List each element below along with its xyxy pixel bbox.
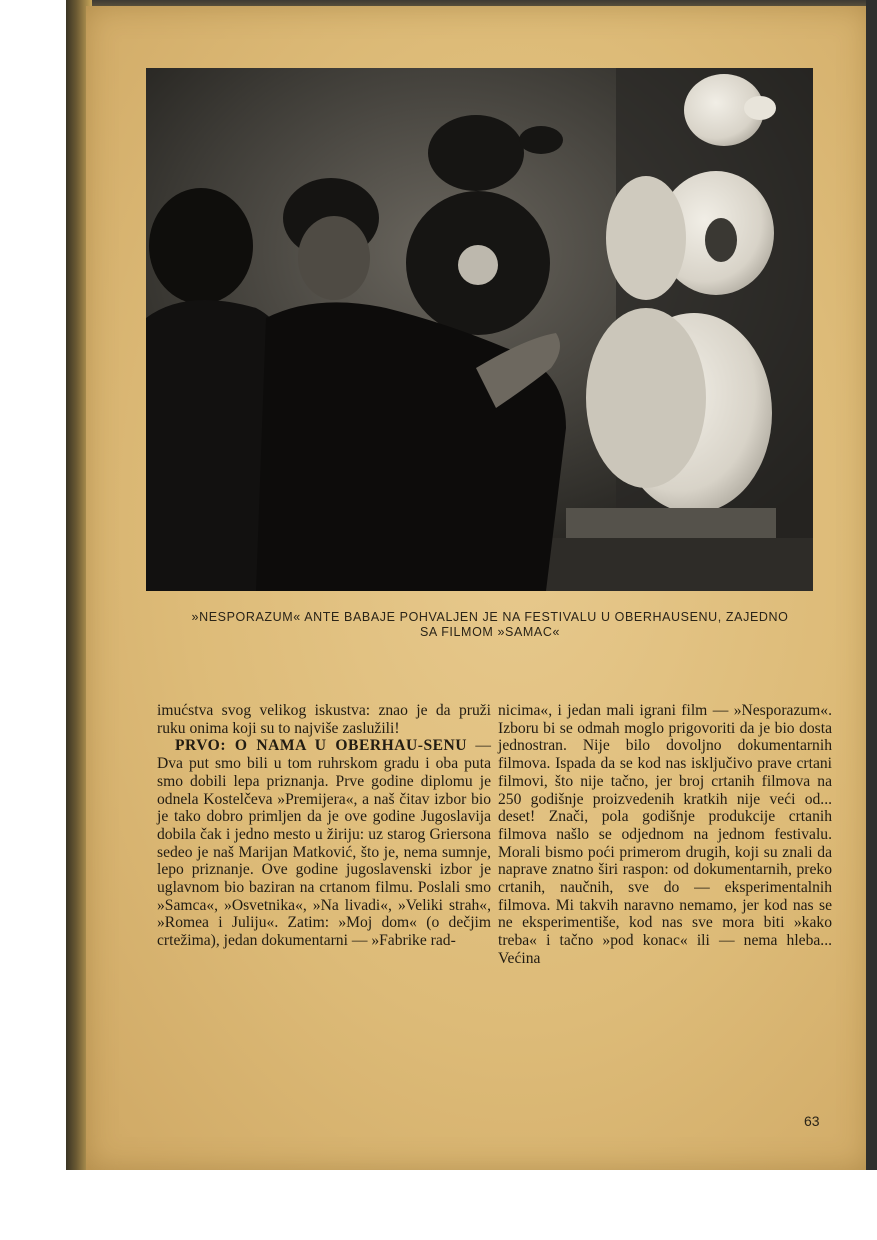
section-body: — Dva put smo bili u tom ruhrskom gradu i oba puta smo dobili lepa priznanja. Prve godine diplomu je odnela Kostelčeva »Premijera«, a naš čitav izbor bio je tako dobro primljen da je ove godine Jugoslavija dobila čak i jedno mesto u žiriju: uz starog Griersona sedeo je naš Marijan Matković, što je, nema sumnje, lepo priznanje. Ove godine jugoslavenski izbor je uglavnom bio baziran na crtanom filmu. Poslali smo »Samca«, »Osvetnika«, »Na livadi«, »Veliki strah«, »Romea i Juliju«. Zatim: »Moj dom« (o dečjim crtežima), jedan dokumentarni — »Fabrike rad- (157, 737, 491, 950)
caption-line-2: SA FILMOM »SAMAC« (419, 625, 561, 639)
film-still-photo (146, 68, 813, 591)
film-still-illustration (146, 68, 813, 591)
photo-caption (120, 610, 860, 640)
scan-right-edge (866, 0, 877, 1170)
shadow-hole (458, 245, 498, 285)
continued-paragraph: nicima«, i jedan mali igrani film — »Nesporazum«. Izboru bi se odmah moglo prigovoriti da je bio dosta jednostran. Nije bilo dovoljno dokumentarnih filmova. Ispada da se kod nas isključivo prave crtani filmovi, što nije tačno, jer broj crtanih filmova na 250 godišnje proizvedenih kratkih nije veći od... deset! Znači, pola godišnje produkcije crtanih filmova našlo se odjednom na jednom festivalu. Morali bismo poći primerom drugih, koji su znali da naprave znatno širi raspon: od dokumentarnih, preko crtanih, naučnih, sve do — eksperimentalnih filmova. Mi takvih naravno nemamo, jer kod nas se ne eksperimentiše, kod nas sve mora biti »kako treba« i tačno »pod konac« ili — nema hleba... Većina (498, 702, 832, 967)
intro-paragraph: imućstva svog velikog iskustva: znao je da pruži ruku onima koji su to najviše zaslužili! (157, 702, 491, 737)
section-heading: PRVO: O NAMA U OBERHAU-SENU (175, 737, 468, 755)
article-column-left (157, 702, 491, 950)
article-column-right (498, 702, 832, 968)
scan-bottom-margin (0, 1170, 877, 1240)
page-number: 63 (804, 1113, 820, 1129)
caption-line-1: »NESPORAZUM« ANTE BABAJE POHVALJEN JE NA FESTIVALU U OBERHAUSENU, ZAJEDNO (191, 610, 789, 624)
section-paragraph (157, 737, 491, 949)
